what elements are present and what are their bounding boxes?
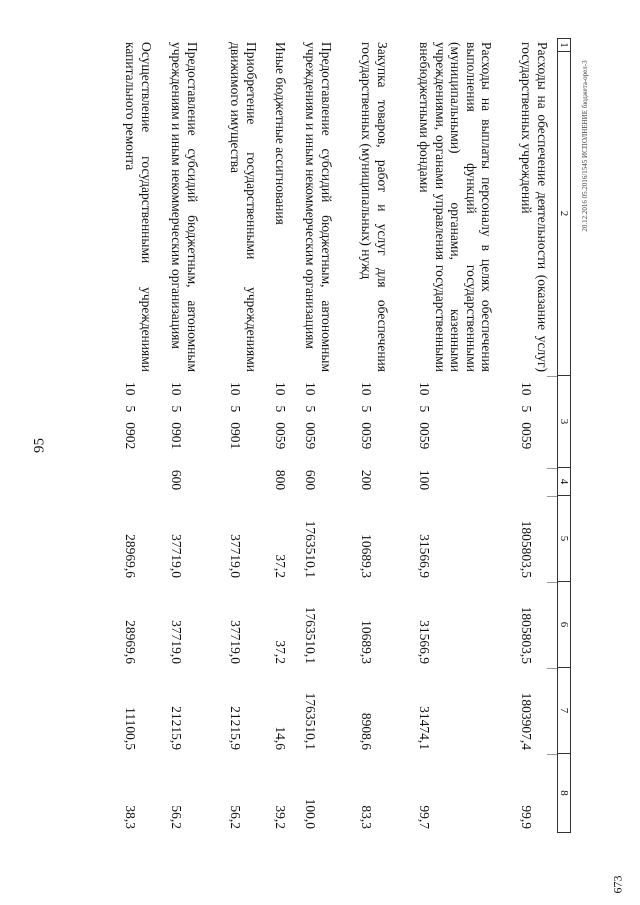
header-col-5: 5 <box>557 496 571 582</box>
row-vr: 100 <box>417 469 433 491</box>
row-plan2: 37,2 <box>273 640 289 664</box>
row-csr: 0059 <box>519 422 535 450</box>
row-name: Расходы на выплаты персоналу в целях обеспечения выполнения функций государственными (муниципальными) органами, казенными учреждениями, органами управления государственными внебюджетными фондами <box>417 42 495 372</box>
row-razdel: 10 <box>303 382 319 396</box>
row-plan2: 28969,6 <box>123 620 139 664</box>
row-plan2: 1763510,1 <box>303 606 319 664</box>
footer-code: 20.12.2016 05.2016/1545 ИСПОЛНЕНИЕ бюджета-орел-3 <box>581 60 589 232</box>
row-name: Закупка товаров, работ и услуг для обеспечения государственных (муниципальных) нужд <box>359 42 390 372</box>
row-vr: 800 <box>273 469 289 491</box>
row-fact: 21215,9 <box>228 706 244 750</box>
row-plan1: 28969,6 <box>123 534 139 578</box>
row-razdel: 10 <box>228 382 244 396</box>
row-razdel: 10 <box>123 382 139 396</box>
table-row <box>228 38 266 833</box>
header-col-7: 7 <box>557 668 571 754</box>
row-plan1: 10689,3 <box>359 534 375 578</box>
row-razdel: 10 <box>273 382 289 396</box>
table-row <box>169 38 219 833</box>
row-pct: 56,2 <box>169 805 185 829</box>
row-fact: 21215,9 <box>169 706 185 750</box>
row-codes <box>303 376 319 468</box>
row-pct: 38,3 <box>123 805 139 829</box>
page-number-bottom: 673 <box>610 875 625 894</box>
row-plan1: 37719,0 <box>228 534 244 578</box>
row-fact: 31474,1 <box>417 706 433 750</box>
row-csr: 0901 <box>169 422 185 450</box>
row-name: Расходы на обеспечение деятельности (оказание услуг) государственных учреждений <box>519 42 550 372</box>
header-col-2: 2 <box>557 52 571 376</box>
row-csr: 0059 <box>359 422 375 450</box>
row-pct: 83,3 <box>359 805 375 829</box>
row-plan1: 1805803,5 <box>519 520 535 578</box>
row-csr: 0901 <box>228 422 244 450</box>
row-plan1: 37719,0 <box>169 534 185 578</box>
row-fact: 11100,5 <box>123 707 139 750</box>
table-row <box>519 38 553 833</box>
row-podrazdel: 5 <box>417 405 433 413</box>
row-podrazdel: 5 <box>303 405 319 413</box>
row-plan1: 31566,9 <box>417 534 433 578</box>
row-plan2: 1805803,5 <box>519 606 535 664</box>
row-podrazdel: 5 <box>123 405 139 413</box>
table-header <box>557 38 571 833</box>
row-podrazdel: 5 <box>169 405 185 413</box>
row-name: Предоставление субсидий бюджетным, автономным учреждениям и иным некоммерческим организациям <box>169 42 200 372</box>
row-plan2: 31566,9 <box>417 620 433 664</box>
page-number-top: 95 <box>31 438 48 453</box>
header-col-6: 6 <box>557 582 571 668</box>
row-fact: 14,6 <box>273 726 289 750</box>
row-name: Иные бюджетные ассигнования <box>273 42 289 225</box>
row-csr: 0059 <box>417 422 433 450</box>
row-podrazdel: 5 <box>359 405 375 413</box>
row-razdel: 10 <box>169 382 185 396</box>
row-vr: 600 <box>303 469 319 491</box>
row-codes <box>519 376 535 468</box>
row-name: Предоставление субсидий бюджетным, автономным учреждениям и иным некоммерческим организациям <box>303 42 334 372</box>
row-plan2: 10689,3 <box>359 620 375 664</box>
header-col-4: 4 <box>557 468 571 496</box>
row-pct: 56,2 <box>228 805 244 829</box>
row-podrazdel: 5 <box>228 405 244 413</box>
header-col-3: 3 <box>557 376 571 468</box>
row-plan1: 1763510,1 <box>303 520 319 578</box>
row-fact: 1803907,4 <box>519 692 535 750</box>
row-codes <box>359 376 375 468</box>
row-codes <box>417 376 433 468</box>
row-codes <box>169 376 185 468</box>
row-fact: 8908,6 <box>359 712 375 750</box>
row-pct: 99,7 <box>417 805 433 829</box>
row-codes <box>123 376 139 468</box>
row-pct: 39,2 <box>273 805 289 829</box>
row-vr: 200 <box>359 469 375 491</box>
row-csr: 0902 <box>123 422 139 450</box>
row-vr: 600 <box>169 469 185 491</box>
table-row <box>359 38 409 833</box>
row-name: Приобретение государственными учреждениями движимого имущества <box>228 42 259 372</box>
row-codes <box>273 376 289 468</box>
budget-table <box>86 38 571 833</box>
table-row <box>417 38 511 833</box>
row-csr: 0059 <box>273 422 289 450</box>
row-razdel: 10 <box>359 382 375 396</box>
row-podrazdel: 5 <box>273 405 289 413</box>
row-name: Осуществление государственными учреждениями капитального ремонта <box>123 42 154 372</box>
row-plan2: 37719,0 <box>169 620 185 664</box>
header-col-8: 8 <box>557 754 571 833</box>
header-col-1: 1 <box>557 38 571 52</box>
row-plan2: 37719,0 <box>228 620 244 664</box>
row-codes <box>228 376 244 468</box>
table-row <box>123 38 161 833</box>
row-plan1: 37,2 <box>273 554 289 578</box>
row-razdel: 10 <box>519 382 535 396</box>
row-podrazdel: 5 <box>519 405 535 413</box>
row-pct: 100,0 <box>303 798 319 829</box>
row-csr: 0059 <box>303 422 319 450</box>
row-pct: 99,9 <box>519 805 535 829</box>
row-fact: 1763510,1 <box>303 692 319 750</box>
row-razdel: 10 <box>417 382 433 396</box>
table-row <box>303 38 353 833</box>
rotated-document <box>86 38 571 833</box>
table-row <box>273 38 293 833</box>
